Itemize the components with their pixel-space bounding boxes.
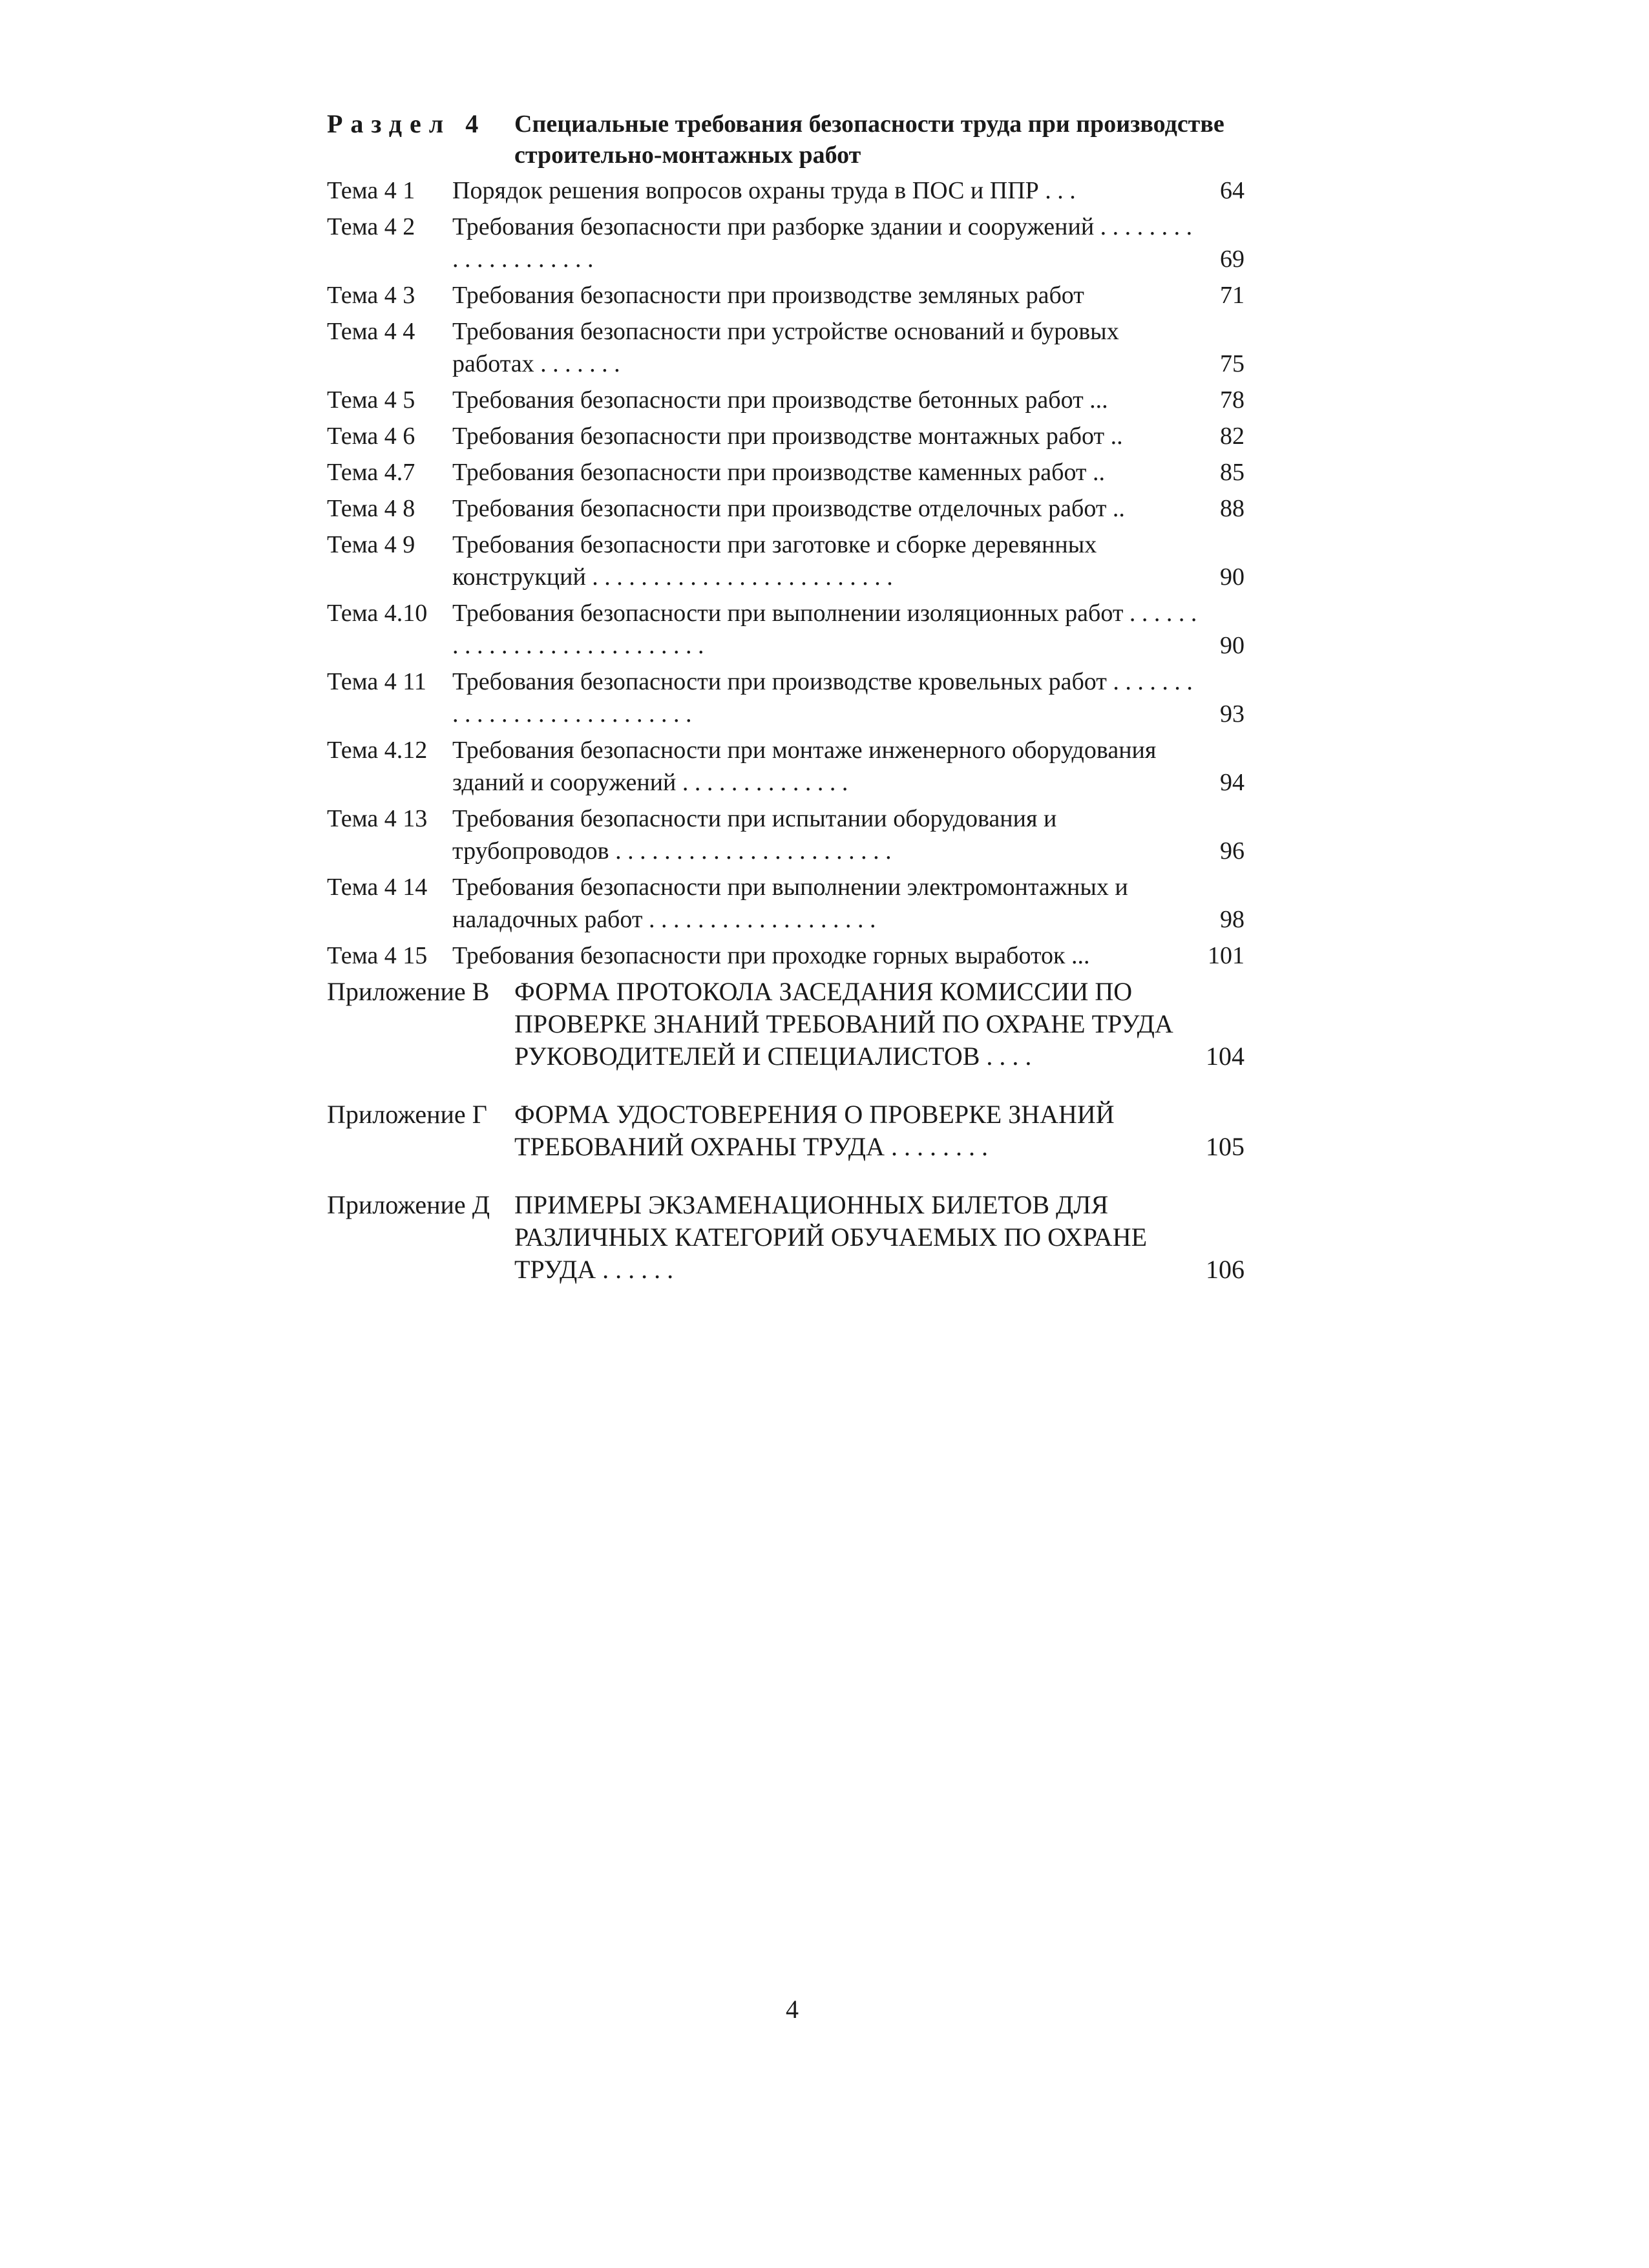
toc-entry-number: Тема 4 5 [327,386,415,414]
toc-entry-page: 71 [1220,282,1245,309]
toc-entry [327,871,1245,936]
toc-entry-number: Тема 4 14 [327,874,428,901]
toc-entry [327,666,1245,730]
toc-entry-number: Тема 4 1 [327,177,415,204]
appendix-page: 104 [1206,1042,1245,1071]
toc-entry-title: Требования безопасности при производстве монтажных работ .. [452,423,1123,450]
toc-entry-title: Требования безопасности при производстве отделочных работ .. [452,495,1125,522]
toc-entry-page: 82 [1220,423,1245,450]
toc-entry-page: 96 [1220,837,1245,865]
appendix-label: Приложение Г [327,1100,487,1129]
appendix-title: ПРИМЕРЫ ЭКЗАМЕНАЦИОННЫХ БИЛЕТОВ ДЛЯ РАЗЛИЧНЫХ КАТЕГОРИЙ ОБУЧАЕМЫХ ПО ОХРАНЕ ТРУДА . . . . . . [514,1190,1148,1284]
toc-entry-title: Требования безопасности при выполнении электромонтажных и наладочных работ . . . . . . . . . . . . . . . . . . . [452,874,1128,933]
toc-entry-title: Требования безопасности при заготовке и сборке деревянных конструкций . . . . . . . . . . . . . . . . . . . . . . . . . [452,531,1097,591]
toc-entry [327,174,1245,207]
toc-entry-title: Требования безопасности при монтаже инженерного оборудования зданий и сооружений . . . . . . . . . . . . . . [452,737,1157,796]
toc-entry [327,734,1245,799]
appendix-entry [327,976,1245,1073]
toc-entry-page: 98 [1220,906,1245,933]
toc-entry [327,384,1245,416]
toc-entry-page: 78 [1220,386,1245,414]
toc-entry-number: Тема 4 13 [327,805,428,832]
toc-entry [327,803,1245,867]
toc-entry-number: Тема 4.10 [327,600,428,627]
toc-entry [327,315,1245,380]
toc-entry-title: Требования безопасности при выполнении изоляционных работ . . . . . . . . . . . . . . . . . . . . . . . . . . . [452,600,1197,659]
toc-entry [327,211,1245,275]
toc-entry-title: Требования безопасности при испытании оборудования и трубопроводов . . . . . . . . . . . . . . . . . . . . . . . [452,805,1057,865]
toc-entry-number: Тема 4 6 [327,423,415,450]
toc-entry-number: Тема 4 2 [327,213,415,240]
toc-entry-number: Тема 4 9 [327,531,415,558]
toc-entry-title: Требования безопасности при производстве бетонных работ ... [452,386,1108,414]
toc-entry-number: Тема 4 8 [327,495,415,522]
section-title: Специальные требования безопасности труда при производстве строительно-монтажных работ [514,110,1224,169]
toc-entry-title: Требования безопасности при устройстве оснований и буровых работах . . . . . . . [452,318,1119,377]
appendix-entry [327,1098,1245,1163]
toc-entry-number: Тема 4.7 [327,459,415,486]
topics-list [327,174,1245,976]
toc-entry-page: 85 [1220,459,1245,486]
toc-entry [327,456,1245,488]
toc-entry-number: Тема 4 4 [327,318,415,345]
toc-entry [327,420,1245,452]
toc-entry-page: 93 [1220,700,1245,728]
toc-entry-number: Тема 4 3 [327,282,415,309]
toc-entry-page: 69 [1220,246,1245,273]
appendix-title: ФОРМА ПРОТОКОЛА ЗАСЕДАНИЯ КОМИССИИ ПО ПРОВЕРКЕ ЗНАНИЙ ТРЕБОВАНИЙ ПО ОХРАНЕ ТРУДА РУКОВОДИТЕЛЕЙ И СПЕЦИАЛИСТОВ . . . . [514,977,1173,1071]
appendix-page: 106 [1206,1255,1245,1284]
toc-entry-title: Требования безопасности при разборке здании и сооружений . . . . . . . . . . . . . . . . . . . . [452,213,1193,273]
toc-entry-number: Тема 4 15 [327,942,428,969]
toc-entry [327,279,1245,311]
toc-entry-page: 88 [1220,495,1245,522]
page-number: 4 [786,1995,799,2024]
toc-entry-page: 75 [1220,350,1245,377]
section-label: Раздел 4 [327,109,487,138]
toc-entry-number: Тема 4 11 [327,668,426,695]
toc-entry-title: Порядок решения вопросов охраны труда в ПОС и ППР . . . [452,177,1076,204]
appendices-list [327,976,1245,1312]
toc-entry-number: Тема 4.12 [327,737,428,764]
toc-entry [327,529,1245,593]
toc-entry-title: Требования безопасности при производстве каменных работ .. [452,459,1106,486]
toc-entry-page: 94 [1220,769,1245,796]
toc-entry [327,492,1245,525]
toc-entry-title: Требования безопасности при производстве земляных работ [452,282,1084,309]
appendix-entry [327,1189,1245,1286]
section-heading [327,109,1245,171]
toc-entry [327,940,1245,972]
appendix-page: 105 [1206,1132,1245,1161]
toc-entry-page: 64 [1220,177,1245,204]
appendix-label: Приложение В [327,977,490,1006]
toc-entry-title: Требования безопасности при производстве кровельных работ . . . . . . . . . . . . . . . . . . . . . . . . . . . [452,668,1193,728]
toc-entry [327,597,1245,662]
toc-entry-title: Требования безопасности при проходке горных выработок ... [452,942,1090,969]
appendix-label: Приложение Д [327,1190,490,1219]
toc-entry-page: 90 [1220,563,1245,591]
toc-entry-page: 90 [1220,632,1245,659]
toc-entry-page: 101 [1208,942,1245,969]
appendix-title: ФОРМА УДОСТОВЕРЕНИЯ О ПРОВЕРКЕ ЗНАНИЙ ТРЕБОВАНИЙ ОХРАНЫ ТРУДА . . . . . . . . [514,1100,1115,1161]
